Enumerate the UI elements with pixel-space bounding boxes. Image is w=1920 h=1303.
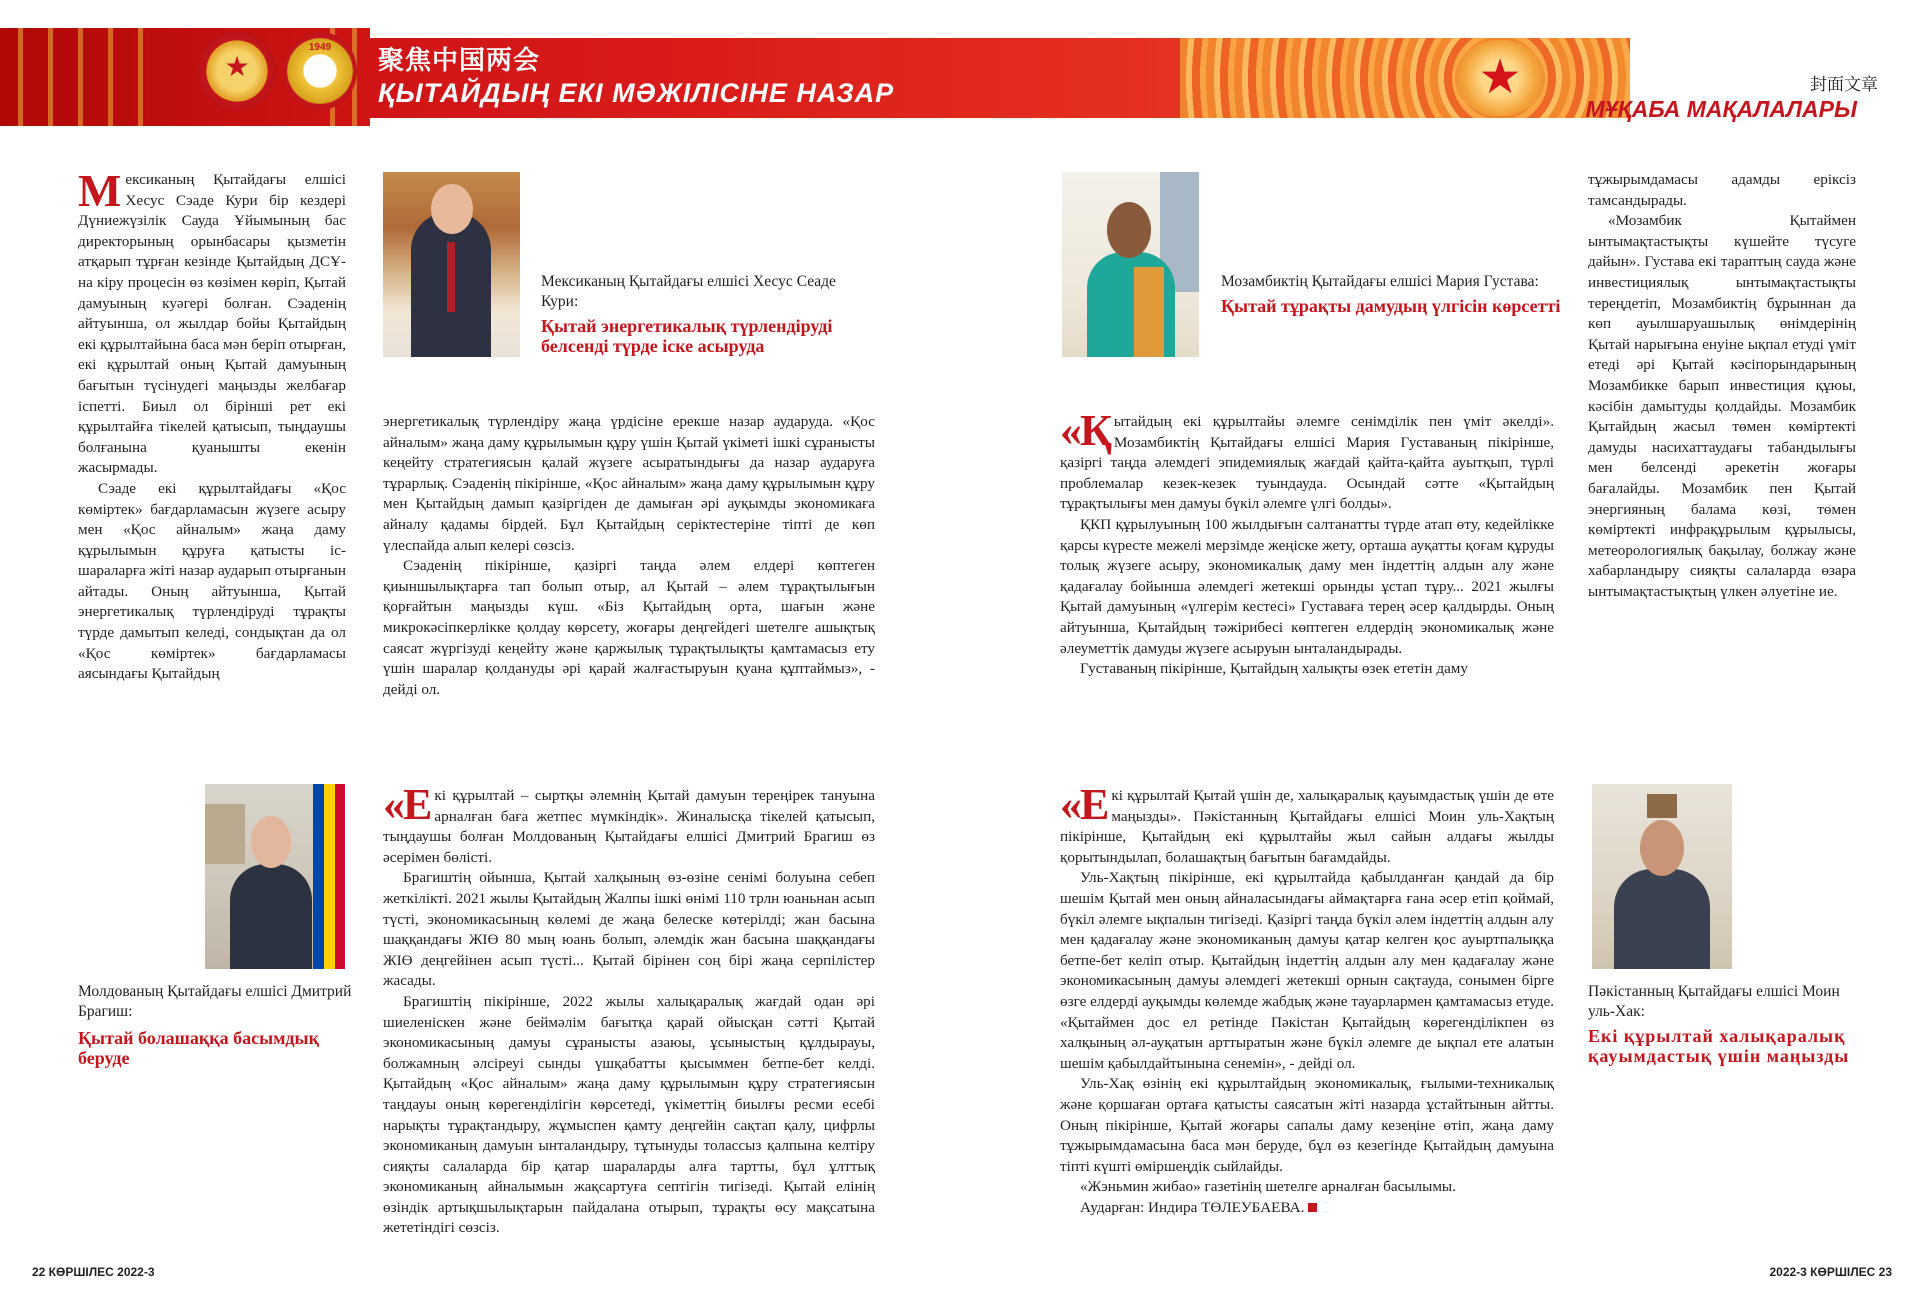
caption-title: Қытай болашаққа басымдық беруде bbox=[78, 1028, 319, 1068]
article4-caption bbox=[1588, 982, 1868, 1066]
red-star-icon: ★ bbox=[1478, 49, 1522, 105]
paragraph: кі құрылтай Қытай үшін де, халықаралық қауымдастық үшін де өте маңызды». Пәкістанның Қытайдағы елшісі Моин уль-Хақтың пікірінше, Қытайдың екі құрылтайы жыл сайын алдағы жылды қорытындылап, болашақтың бағытын бағамдайды. bbox=[1060, 787, 1554, 866]
photo-ambassador-mexico bbox=[383, 172, 520, 357]
end-mark-icon bbox=[1308, 1203, 1317, 1212]
page-folio-left: 22 КӨРШІЛЕС 2022-3 bbox=[32, 1265, 155, 1279]
translator-credit: Аударған: Индира ТӨЛЕУБАЕВА. bbox=[1080, 1198, 1305, 1216]
photo-ambassador-pakistan bbox=[1592, 784, 1732, 969]
paragraph: Сэаденің пікірінше, қазіргі таңда әлем елдері көптеген қиыншылықтарға тап болып отыр, ал Қытай – әлем тұрақтылығын қорғайтын маңызды күш. «Біз Қытайдың орта, шағын және микрокәсіпкерлікке қолдау көрсету, жоғары деңгейдегі шетелге ашықтық саясат жүргізуді кеңейту және қаржылық тұрақтылықты қамтамасыз ету үшін шаралар қолдануды әрі қарай жалғастыруын қуана құптаймыз», - дейді ол. bbox=[383, 557, 875, 698]
emblem-year: 1949 bbox=[308, 42, 332, 53]
caption-subtitle: Молдованың Қытайдағы елшісі Дмитрий Брагиш: bbox=[78, 983, 352, 1020]
header-rays-decor bbox=[1180, 38, 1630, 118]
section-label-cn: 封面文章 bbox=[1810, 75, 1878, 95]
paragraph: тұжырымдамасы адамды еріксіз тамсандырады. bbox=[1588, 171, 1856, 209]
decor-stripe bbox=[108, 28, 113, 126]
article2-column1 bbox=[1060, 406, 1554, 680]
paragraph: кі құрылтай – сыртқы әлемнің Қытай дамуын тереңірек тануына арналған баға жетпес мүмкіндік». Жиналысқа тікелей қатысып, тыңдаушы болған Молдованың Қытайдағы елшісі Дмитрий Брагиш өз әсерімен бөлісті. bbox=[383, 787, 875, 866]
paragraph: ытайдың екі құрылтайы әлемге сенімділік пен үміт әкелді». Мозамбиктің Қытайдағы елшісі Мария Густаваның пікірінше, қазіргі таңда әлемдегі эпидемиялық жағдай қайта-қайта ауытқып, түрлі проблемалар кезек-кезек туындауда. Осындай сәтте «Қытайдың тұрақтылығы мен дамуы бүкіл әлемге үлгі болды». bbox=[1060, 413, 1554, 513]
decor-stripe bbox=[78, 28, 83, 126]
caption-subtitle: Пәкістанның Қытайдағы елшісі Моин уль-Хак: bbox=[1588, 983, 1840, 1020]
header-title-kz: ҚЫТАЙДЫҢ ЕКІ МӘЖІЛІСІНЕ НАЗАР bbox=[378, 78, 895, 108]
article1-caption bbox=[541, 272, 871, 356]
caption-title: Қытай тұрақты дамудың үлгісін көрсетті bbox=[1221, 296, 1561, 316]
caption-title: Екі құрылтай халықаралық қауымдастық үшін маңызды bbox=[1588, 1026, 1850, 1066]
paragraph: Густаваның пікірінше, Қытайдың халықты өзек ететін даму bbox=[1080, 660, 1469, 678]
photo-ambassador-moldova bbox=[205, 784, 345, 969]
header-title-cn: 聚焦中国两会 bbox=[378, 46, 541, 76]
national-emblem-icon bbox=[198, 32, 276, 110]
paragraph: Брагиштің пікірінше, 2022 жылы халықаралық жағдай одан әрі шиеленіскен және беймәлім бағытқа қарай ойысқан сәтті Қытай экономикасының дамуы сұранысты азаюы, ұсыныстың құлдырауы, болжамның әлсіреуі сынды үшқабатты қысыммен бетпе-бет келді. Қытайдың «Қос айналым» жаңа даму құрылымын құру стратегиясын таңдауы оның көрегенділігін көрсетеді, үкіметтің биылғы ресми есебі нарықты тұрақтандыру, жұмыспен қамту деңгейін сақтап қалу, цифрлы экономиканың дамуын ынталандыру, тұтынуды толассыз қалпына келтіру сияқты салаларда бір қатар шараларды алға тартты, бұл ұлттық экономиканың айналымын жақсартуға септігін тигізеді. Қытай елінің өзіндік артықшылықтарын пайдалана отырып, тұрақты өсу мақсатына жететіндігі сөзсіз. bbox=[383, 992, 875, 1237]
article2-column2 bbox=[1588, 170, 1856, 602]
caption-subtitle: Мозамбиктің Қытайдағы елшісі Мария Густава: bbox=[1221, 273, 1539, 290]
paragraph: «Мозамбик Қытаймен ынтымақтастықты күшейте түсуге дайын». Густава екі тараптың сауда және инвестициялық ынтымақтастықты тереңдетіп, Мозамбиктің бұрыннан да көп ауылшаруашылық өнімдерінің Қытай нарығына енуіне ықпал етуді үміт етеді әрі Қытай кәсіпорындарының Мозамбикке барып инвестиция құюы, кәсібін дамытуды қолдайды. Мозамбик Қытайдың жасыл төмен көміртекті дамуды насихаттаудағы табандылығы мен белсенді әрекетін жоғары бағалайды. Мозамбик пен Қытай энергияның балама көзі, төмен көміртекті инфрақұрылым құрылысы, метеорологиялық бақылау, болжау және хабарландыру сияқты салаларда өзара ынтымақтастықтың үлкен әлуетіне ие. bbox=[1588, 212, 1856, 600]
decor-stripe bbox=[18, 28, 23, 126]
caption-title: Қытай энергетикалық түрлендіруді белсенді түрде іске асыруда bbox=[541, 316, 833, 356]
cppcc-emblem-icon bbox=[283, 32, 357, 110]
drop-cap: М bbox=[78, 165, 122, 216]
star-icon: ★ bbox=[224, 50, 250, 83]
section-label-kz: МҰҚАБА МАҚАЛАЛАРЫ bbox=[1585, 96, 1857, 122]
decor-stripe bbox=[138, 28, 143, 126]
article4-body bbox=[1060, 780, 1554, 1218]
paragraph: Брагиштің ойынша, Қытай халқының өз-өзіне сенімі болуына себеп жеткілікті. 2021 жылы Қытайдың Жалпы ішкі өнімі 110 трлн юаньнан асып түсті, экономикасының көлемі де жаңа белеске көтерілді; жан басына шаққандағы ЖІӨ 80 мың юань болып, әлемдік жан басына шаққандағы ЖІӨ деңгейінен асып түсті... Қытай бірінен соң бірі жаңа серпілістер жасады. bbox=[383, 869, 875, 990]
paragraph: энергетикалық түрлендіру жаңа үрдісіне ерекше назар аударуда. «Қос айналым» жаңа даму құрылымын құру үшін Қытай үкіметі ішкі сұранысты кеңейту стратегиясын қалай жүзеге асыратындығы да назар аударуға тұрарлық. Сэаденің пікірінше, «Қос айналым» жаңа даму құрылымын құру мен Қытайдың дамып қазіргіден де дамыған әрі ауқымды экономикаға айналу қадамы бірдей. Бұл Қытайдың серіктестеріне тіпті де көп үлеспайда алып келері сөзсіз. bbox=[383, 413, 875, 554]
translator-line bbox=[1060, 1198, 1554, 1219]
article2-caption bbox=[1221, 272, 1561, 316]
paragraph: ексиканың Қытайдағы елшісі Хесус Сэаде Кури бір кездері Дүниежүзілік Сауда Ұйымының бас директорының орынбасары қызметін атқарып тұрған кезінде Қытайдың ДСҰ-на кіру процесін өз көзімен көріп, Қытай дамуының куәгері болған. Сэаденің айтуынша, ол жылдар бойы Қытайдың екі құрылтайына баса мән беріп отырған, екі құрылтай оның Қытай дамуының бағытын түсінудегі маңызды желбағар іспетті. Биыл ол бірінші рет екі құрылтайға тікелей қатысып, тыңдаушы болғанына қуанышты екенін жасырмады. bbox=[78, 171, 346, 477]
paragraph: «Жэньмин жибао» газетінің шетелге арналған басылымы. bbox=[1080, 1178, 1456, 1196]
article3-body bbox=[383, 780, 875, 1239]
photo-ambassador-mozambique bbox=[1062, 172, 1199, 357]
article1-column1 bbox=[78, 165, 347, 685]
quote-mark: «Е bbox=[383, 780, 431, 829]
caption-subtitle: Мексиканың Қытайдағы елшісі Хесус Сеаде Кури: bbox=[541, 273, 836, 310]
paragraph: Уль-Хақ өзінің екі құрылтайдың экономикалық, ғылыми-техникалық және қоршаған ортаға қатысты саясатын жіті назарда ұстайтынын айтты. Оның пікірінше, Қытай жоғары сапалы даму кезеңіне өтіп, жаңа даму тұжырымдамасына баса мән беруде, бұл өз кезегінде Қытайдың дамуына тіпті күшті өміршеңдік сыйлайды. bbox=[1060, 1075, 1554, 1175]
article3-caption bbox=[78, 982, 358, 1068]
article1-column2 bbox=[383, 412, 875, 700]
decor-stripe bbox=[48, 28, 53, 126]
page-folio-right: 2022-3 КӨРШІЛЕС 23 bbox=[1769, 1265, 1892, 1279]
paragraph: Сэаде екі құрылтайдағы «Қос көміртек» бағдарламасын жүзеге асыру мен «Қос айналым» жаңа даму құрылымын құруға қатысты іс-шараларға жіті назар аударып отырғанын айтады. Оның айтуынша, Қытай энергетикалық түрлендіруді тұрақты түрде дамытып келеді, сондықтан да ол «Қос көміртек» бағдарламасы аясындағы Қытайдың bbox=[78, 479, 347, 683]
paragraph: ҚКП құрылуының 100 жылдығын салтанатты түрде атап өту, кедейлікке қарсы күресте межелі мерзімде жеңіске жету, орташа ауқатты қоғам құруды толық жүзеге асыру, экономикалық даму мен індеттің алдын алу және қадағалау бойынша әлемдегі жетекші орынды ұстап тұру... 2021 жылғы Қытай дамуының «үлгерім кестесі» Густаваға терең әсер қалдырды. Оның айтуынша, Қытайдың тәжірибесі көптеген елдердің экономикалық және әлеуметтік дамуды жүзеге асыруын ынталандырады. bbox=[1060, 515, 1554, 657]
quote-mark: «Е bbox=[1060, 780, 1108, 829]
paragraph: Уль-Хақтың пікірінше, екі құрылтайда қабылданған қандай да бір шешім Қытай мен оның айналасындағы аймақтарға ғана әсер етіп қоймай, бүкіл әлемге ықпалын тигізеді. Қазіргі таңда бүкіл әлем індеттің алдын алу мен қадағалау және экономиканың дамуы қатар келген қос ауыртпалыққа бетпе-бет келіп отыр. Қытайдың індеттің алдын алу мен қадағалау және экономикасының дамуы әлемдегі жетекші орнын сақтауда, сонымен бірге өзге елдерді ауқымды көлемде жабдық және тауарлармен қамтамасыз етуде. «Қытаймен дос ел ретінде Пәкістан Қытайдың көрегенділікпен өз халқының әл-ауқатын арттыратын және бүкіл әлемге де ықпал ете алатын шешім қабылдайтынына сенемін», - дейді ол. bbox=[1060, 869, 1554, 1072]
quote-mark: «Қ bbox=[1060, 406, 1110, 455]
